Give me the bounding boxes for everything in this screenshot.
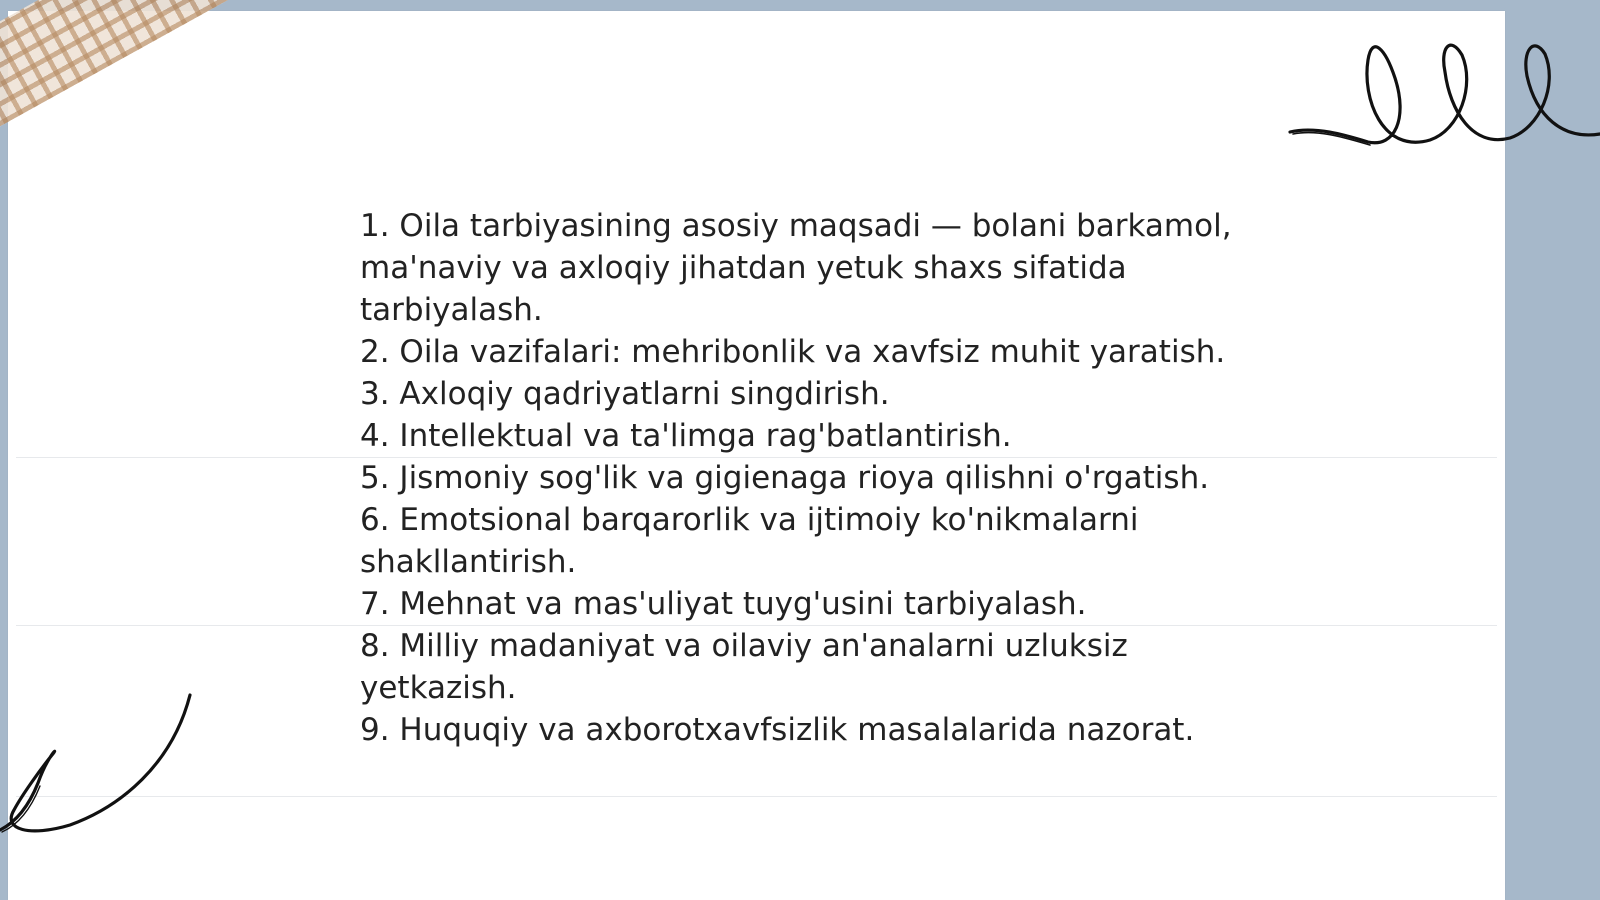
swirl-doodle-icon (0, 695, 210, 855)
paper-rule-line (16, 796, 1497, 797)
list-item: 7. Mehnat va mas'uliyat tuyg'usini tarbiyalash. (360, 586, 1087, 622)
list-item: 8. Milliy madaniyat va oilaviy an'analarni uzluksiz yetkazish. (360, 628, 1128, 706)
list-item: 2. Oila vazifalari: mehribonlik va xavfsiz muhit yaratish. (360, 334, 1226, 370)
list-item: 6. Emotsional barqarorlik va ijtimoiy ko'nikmalarni shakllantirish. (360, 502, 1139, 580)
list-item: 4. Intellektual va ta'limga rag'batlantirish. (360, 418, 1012, 454)
family-education-list (360, 205, 1260, 751)
list-item: 5. Jismoniy sog'lik va gigienaga rioya qilishni o'rgatish. (360, 460, 1210, 496)
loop-doodle-icon (1290, 30, 1600, 170)
list-item: 3. Axloqiy qadriyatlarni singdirish. (360, 376, 890, 412)
list-item: 1. Oila tarbiyasining asosiy maqsadi — bolani barkamol, ma'naviy va axloqiy jihatdan yetuk shaxs sifatida tarbiyalash. (360, 208, 1232, 328)
list-item: 9. Huquqiy va axborotxavfsizlik masalalarida nazorat. (360, 712, 1195, 748)
